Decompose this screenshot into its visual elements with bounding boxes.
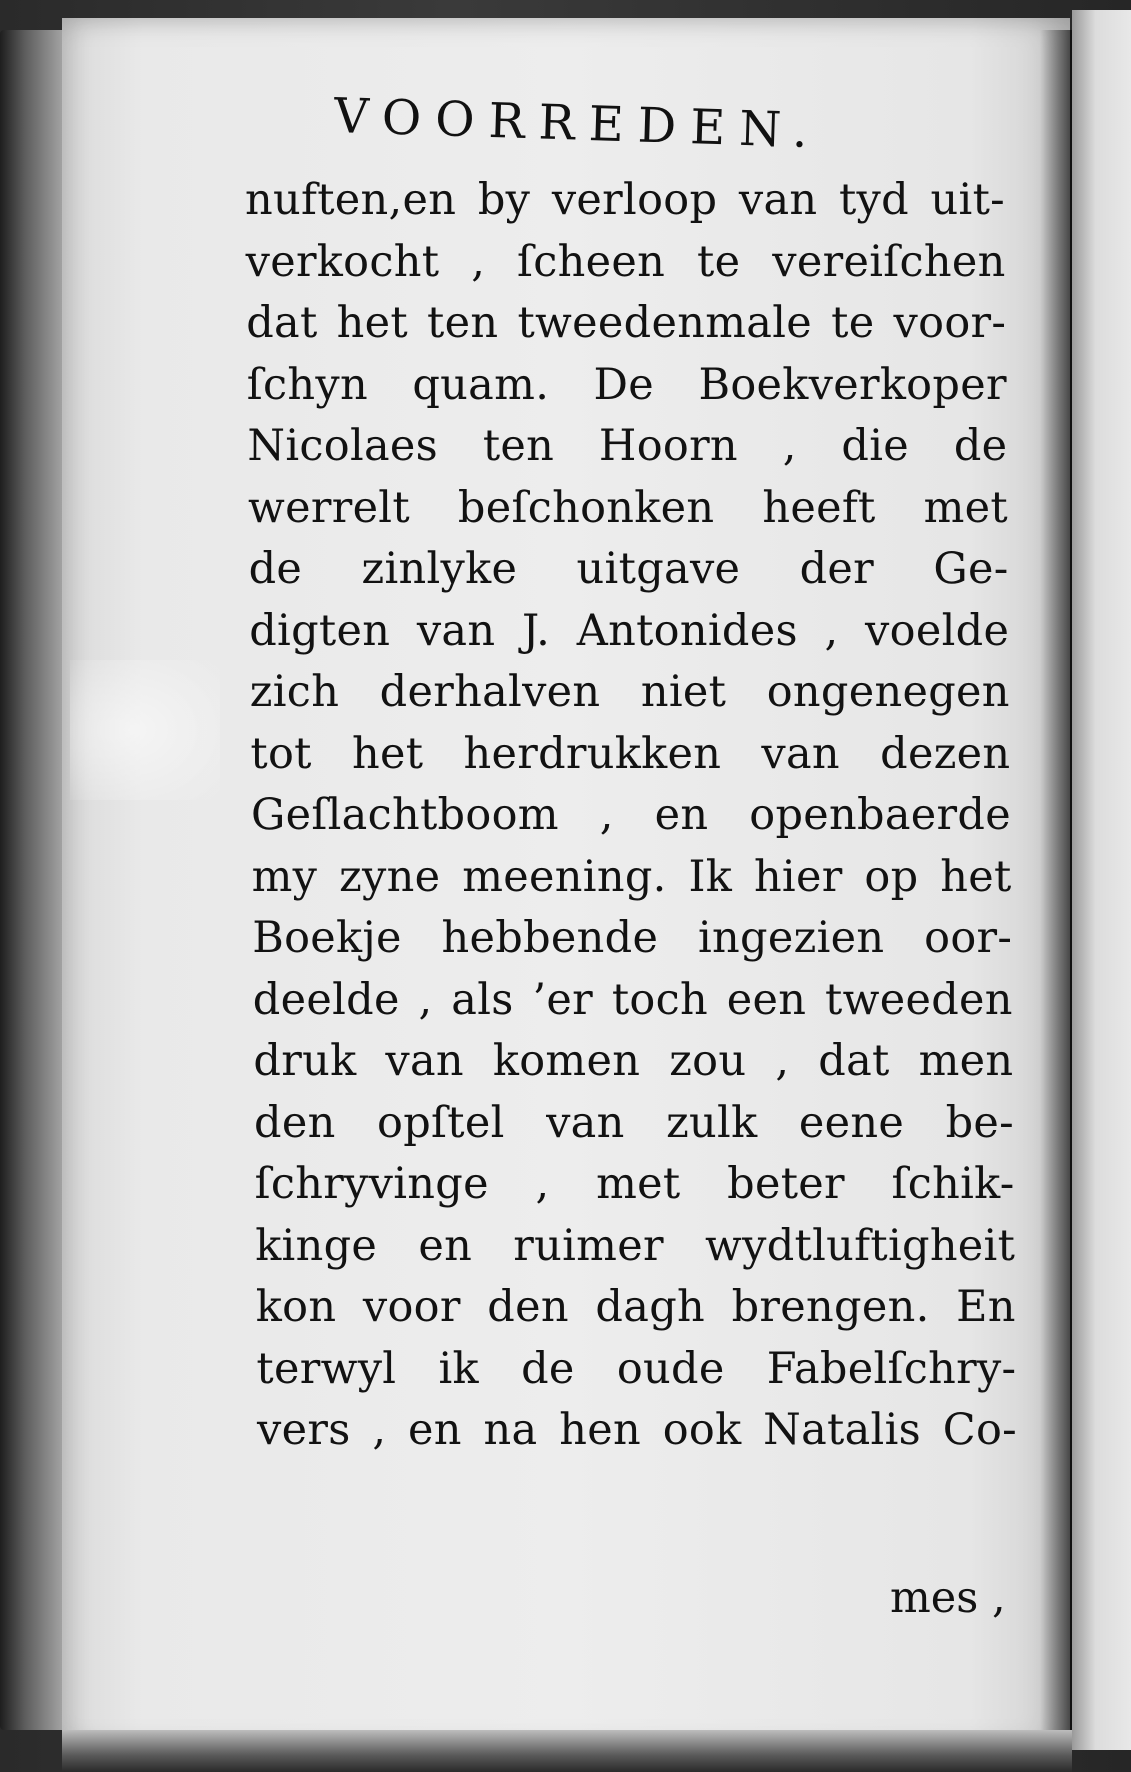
facing-page-edge [1072,10,1131,1750]
book-binding-edge [0,30,70,1730]
text-line: deelde , als ’er toch een tweeden [252,974,1013,1025]
text-line: kon voor den dagh brengen. En [255,1282,1016,1332]
text-line: vers , en na hen ook Natalis Co- [257,1405,1017,1455]
catchword: mes , [890,1573,1006,1623]
text-line: my zyne meening. Ik hier op het [251,851,1012,902]
text-line: werrelt beſchonken heeft met [248,482,1008,533]
text-line: Boekje hebbende ingezien oor- [252,913,1013,963]
body-text [245,170,1017,1462]
paper-stain [70,660,220,800]
running-head: VOORREDEN. [333,88,823,160]
text-line: ſchyn quam. De Boekverkoper [246,359,1007,410]
text-line: Nicolaes ten Hoorn , die de [247,421,1008,471]
text-line: verkocht , ſcheen te vereiſchen [245,236,1006,287]
text-line: den opſtel van zulk eene be- [254,1097,1014,1148]
text-line: kinge en ruimer wydtluftigheit [255,1220,1016,1271]
text-line: tot het herdrukken van dezen [250,728,1011,779]
text-line: ſchryvinge , met beter ſchik- [254,1159,1015,1209]
text-line: Geſlachtboom , en openbaerde [251,790,1011,840]
text-line: nuften,en by verloop van tyd uit- [245,175,1005,225]
text-line: dat het ten tweedenmale te voor- [246,298,1007,348]
text-line: digten van J. Antonides , voelde [249,605,1010,656]
text-line: druk van komen zou , dat men [253,1036,1014,1086]
book-bottom-edge [62,1730,1072,1772]
text-line: de zinlyke uitgave der Ge- [248,544,1009,594]
text-line: zich derhalven niet ongenegen [249,667,1010,717]
text-line: terwyl ik de oude Fabelſchry- [256,1343,1017,1394]
